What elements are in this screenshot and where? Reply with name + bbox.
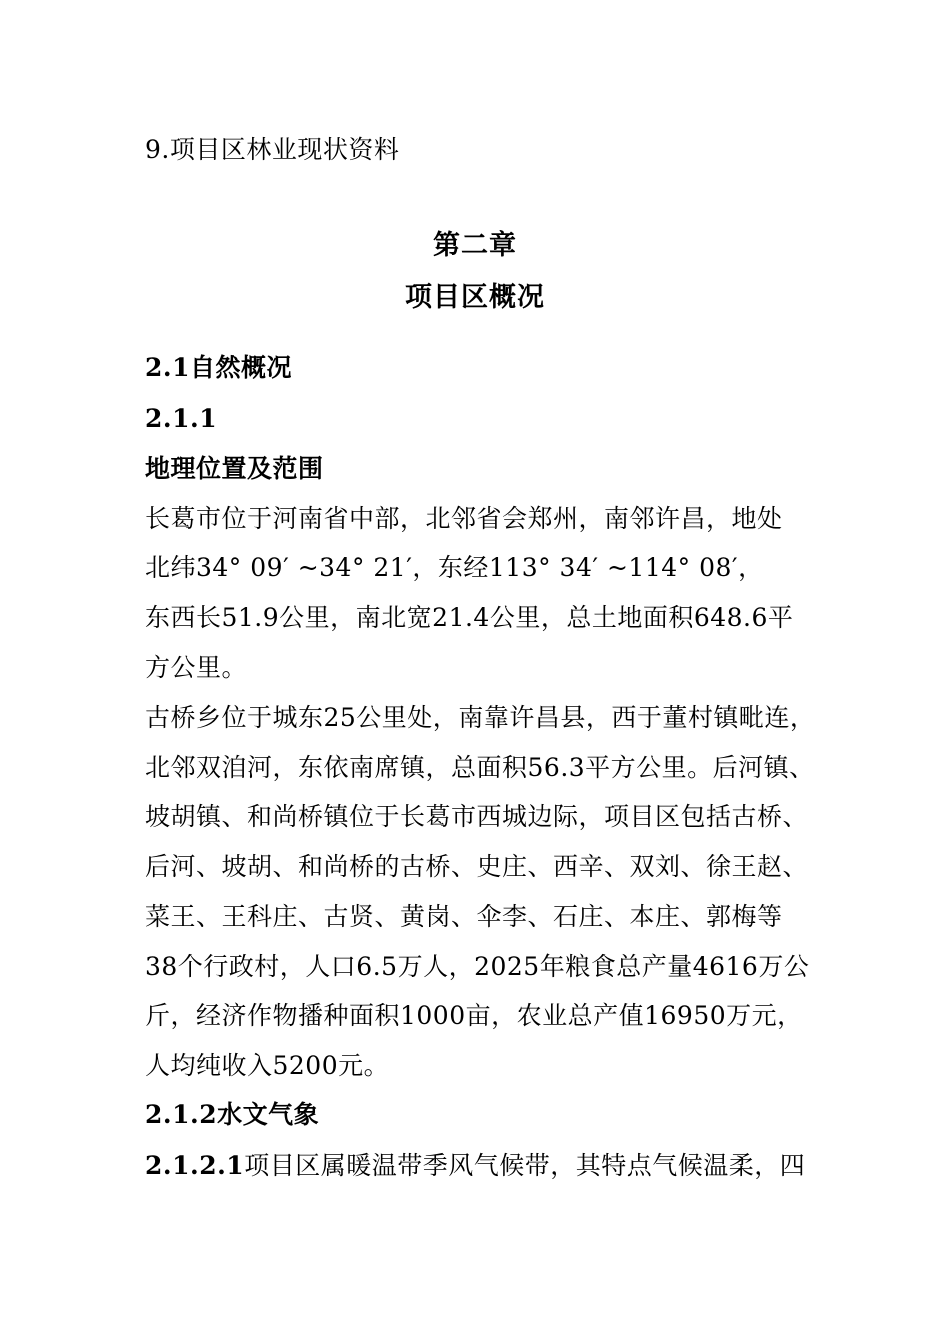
paragraph-2-line: 菜王、王科庄、古贤、黄岗、伞李、石庄、本庄、郭梅等 (145, 902, 783, 931)
chapter-number: 第二章 (433, 230, 517, 261)
paragraph-2-line: 古桥乡位于城东25公里处，南靠许昌县，西于董村镇毗连， (145, 703, 816, 732)
section-heading-2-1-2: 2.1.2水文气象 (145, 1100, 320, 1129)
paragraph-2-line: 坡胡镇、和尚桥镇位于长葛市西城边际，项目区包括古桥、 (145, 802, 809, 831)
chapter-title: 项目区概况 (405, 282, 545, 313)
paragraph-2-1-2-1 (145, 1150, 805, 1182)
paragraph-2-line: 北邻双洎河，东依南席镇，总面积56.3平方公里。后河镇、 (145, 753, 815, 782)
section-heading-2-1: 2.1自然概况 (145, 353, 292, 382)
paragraph-1-line: 方公里。 (145, 653, 248, 682)
section-title-2-1-1: 地理位置及范围 (145, 454, 324, 483)
paragraph-2-line: 38个行政村，人口6.5万人，2025年粮食总产量4616万公 (145, 952, 810, 981)
section-number-2-1-2-1: 2.1.2.1 (145, 1151, 245, 1180)
paragraph-1-line: 东西长51.9公里，南北宽21.4公里，总土地面积648.6平 (145, 603, 794, 632)
paragraph-2-1-2-1-text: 项目区属暖温带季风气候带，其特点气候温柔，四 (244, 1151, 806, 1180)
paragraph-2-line: 后河、坡胡、和尚桥的古桥、史庄、西辛、双刘、徐王赵、 (145, 852, 809, 881)
paragraph-1-line: 北纬34° 09′ ~34° 21′，东经113° 34′ ~114° 08′， (145, 553, 764, 582)
paragraph-1-line: 长葛市位于河南省中部，北邻省会郑州，南邻许昌，地处 (145, 504, 783, 533)
section-number-2-1-1: 2.1.1 (145, 404, 218, 433)
paragraph-2-line: 斤，经济作物播种面积1000亩，农业总产值16950万元， (145, 1001, 803, 1030)
paragraph-2-line: 人均纯收入5200元。 (145, 1051, 390, 1080)
list-item-text: 9.项目区林业现状资料 (145, 135, 400, 164)
